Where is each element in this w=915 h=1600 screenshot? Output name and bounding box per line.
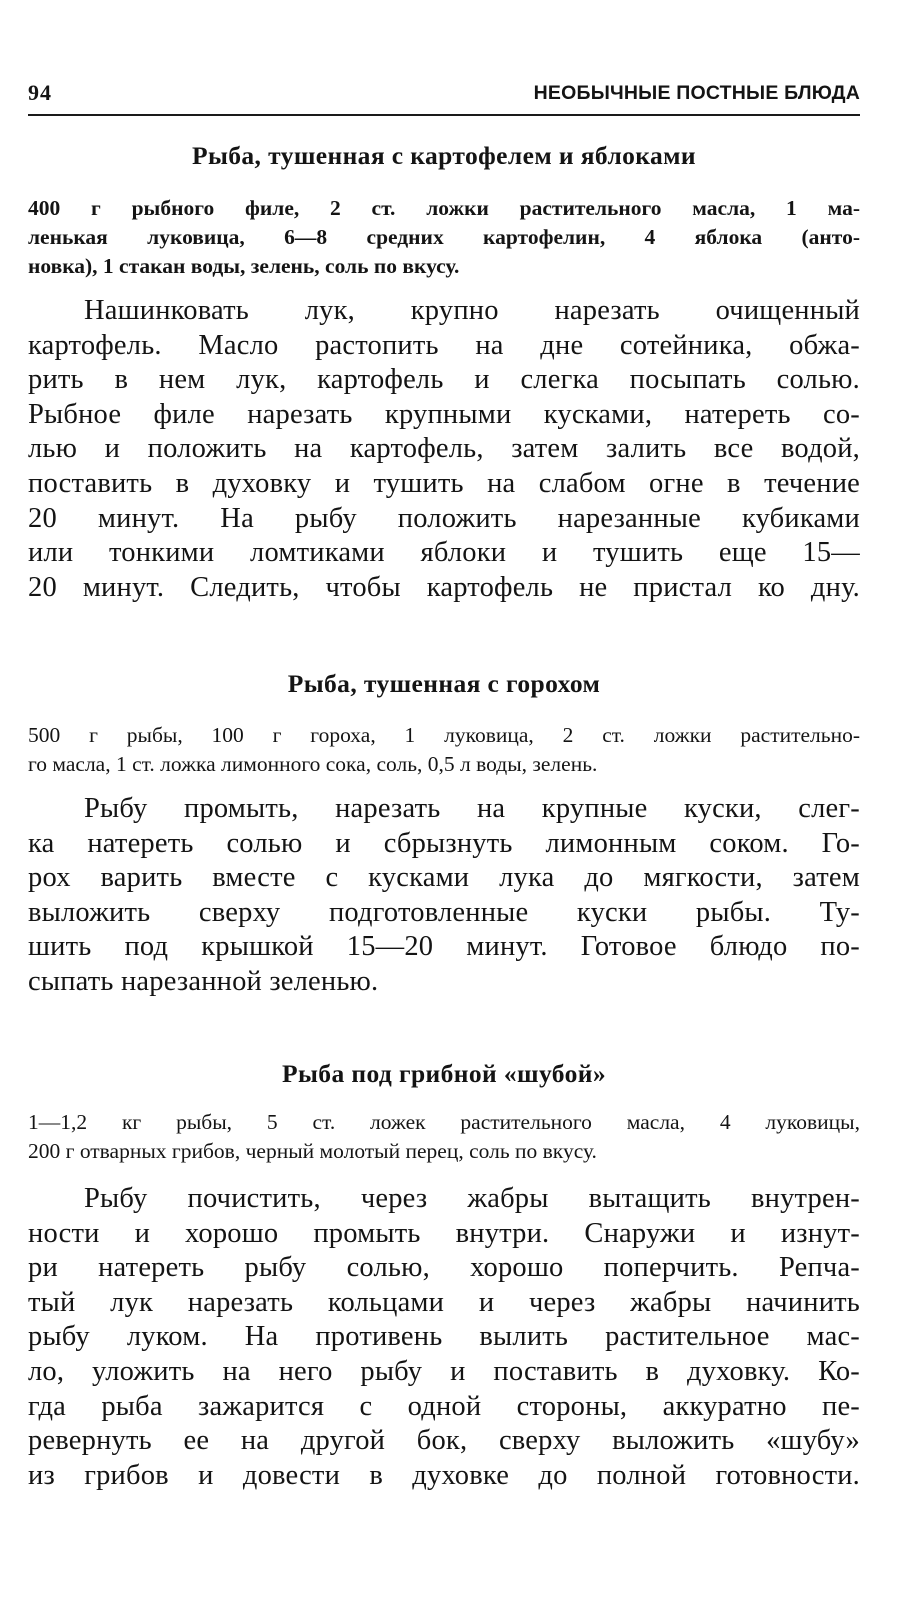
page-number: 94: [28, 80, 52, 105]
method-line: ности и хорошо промыть внутри. Снаружи и изнут-: [28, 1217, 860, 1249]
method-line: картофель. Масло растопить на дне сотейника, обжа-: [28, 329, 860, 361]
ingredients-line: 500 г рыбы, 100 г гороха, 1 луковица, 2 ст. ложки растительно-: [28, 723, 860, 747]
recipe-method: [28, 1182, 860, 1493]
method-line: ло, уложить на него рыбу и поставить в духовку. Ко-: [28, 1355, 860, 1387]
recipe-method: [28, 792, 860, 1000]
ingredients-line: 1—1,2 кг рыбы, 5 ст. ложек растительного масла, 4 луковицы,: [28, 1110, 860, 1134]
method-line: Рыбное филе нарезать крупными кусками, натереть со-: [28, 398, 860, 430]
method-line: рить в нем лук, картофель и слегка посыпать солью.: [28, 364, 860, 396]
method-line: ревернуть ее на другой бок, сверху выложить «шубу»: [28, 1425, 860, 1457]
method-line: лью и положить на картофель, затем залить все водой,: [28, 433, 860, 465]
recipe-method: [28, 294, 860, 605]
method-line: шить под крышкой 15—20 минут. Готовое блюдо по-: [28, 931, 860, 963]
recipe-title: Рыба, тушенная с горохом: [287, 669, 601, 698]
recipe-ingredients: [28, 194, 860, 281]
page-header: [28, 72, 860, 112]
ingredients-line: ленькая луковица, 6—8 средних картофелин, 4 яблока (анто-: [28, 225, 860, 249]
recipe-title: Рыба, тушенная с картофелем и яблоками: [191, 141, 697, 170]
ingredients-line: новка), 1 стакан воды, зелень, соль по вкусу.: [28, 254, 460, 278]
method-line: сыпать нарезанной зеленью.: [28, 965, 379, 997]
ingredients-line: 400 г рыбного филе, 2 ст. ложки растительного масла, 1 ма-: [28, 196, 860, 220]
method-line: выложить сверху подготовленные куски рыбы. Ту-: [28, 896, 860, 928]
method-line: из грибов и довести в духовке до полной готовности.: [28, 1459, 860, 1491]
method-line: Рыбу промыть, нарезать на крупные куски, слег-: [84, 793, 860, 824]
recipe-ingredients: [28, 721, 860, 779]
method-line: 20 минут. На рыбу положить нарезанные кубиками: [28, 502, 860, 534]
method-line: тый лук нарезать кольцами и через жабры начинить: [28, 1286, 860, 1318]
method-line: или тонкими ломтиками яблоки и тушить еще 15—: [28, 537, 860, 569]
method-line: поставить в духовку и тушить на слабом огне в течение: [28, 467, 860, 499]
method-line: Нашинковать лук, крупно нарезать очищенный: [84, 295, 860, 326]
method-line: 20 минут. Следить, чтобы картофель не пристал ко дну.: [28, 571, 860, 603]
method-line: рох варить вместе с кусками лука до мягкости, затем: [28, 862, 860, 894]
book-page: [28, 0, 860, 1600]
running-title: НЕОБЫЧНЫЕ ПОСТНЫЕ БЛЮДА: [533, 82, 860, 104]
ingredients-line: 200 г отварных грибов, черный молотый перец, соль по вкусу.: [28, 1139, 597, 1163]
method-line: рыбу луком. На противень вылить растительное мас-: [28, 1321, 860, 1353]
header-rule: [28, 114, 860, 116]
method-line: гда рыба зажарится с одной стороны, аккуратно пе-: [28, 1390, 860, 1422]
ingredients-line: го масла, 1 ст. ложка лимонного сока, соль, 0,5 л воды, зелень.: [28, 752, 598, 776]
recipe-title: Рыба под грибной «шубой»: [282, 1059, 606, 1088]
method-line: Рыбу почистить, через жабры вытащить внутрен-: [84, 1183, 860, 1214]
method-line: ка натереть солью и сбрызнуть лимонным соком. Го-: [28, 827, 860, 859]
method-line: ри натереть рыбу солью, хорошо поперчить. Репча-: [28, 1252, 860, 1284]
recipe-ingredients: [28, 1108, 860, 1166]
